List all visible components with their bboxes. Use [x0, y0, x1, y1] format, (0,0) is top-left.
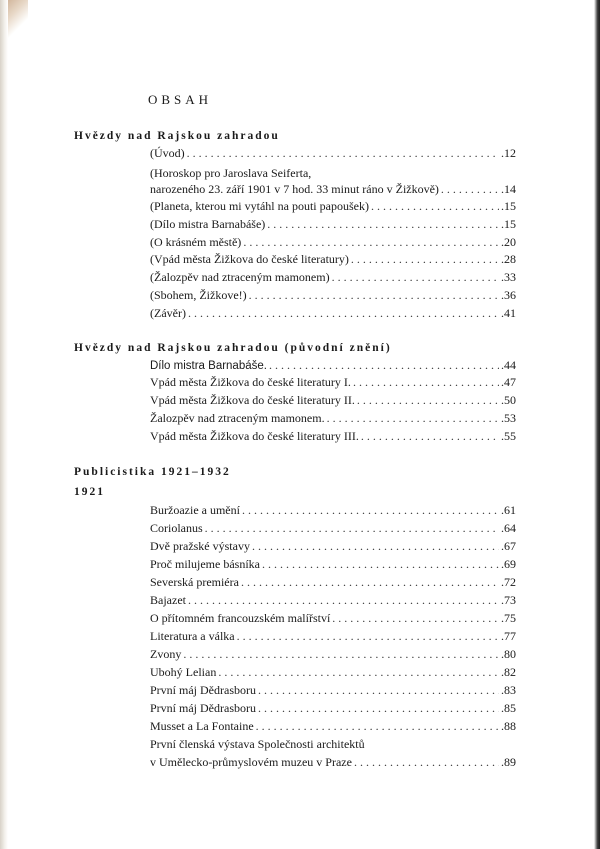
page-number: .14 [501, 182, 516, 196]
page-number: .41 [501, 306, 516, 320]
toc-entry [150, 166, 516, 180]
toc-entry [150, 429, 516, 443]
entry-title: Severská premiéra [150, 575, 239, 589]
entry-title: (Horoskop pro Jaroslava Seiferta, [150, 166, 312, 180]
toc-entry [150, 521, 516, 535]
toc-entry [150, 199, 516, 213]
entry-title: Bajazet [150, 593, 186, 607]
entry-title: narozeného 23. září 1901 v 7 hod. 33 minut ráno v Žižkově) [150, 182, 439, 196]
page-number: .15 [501, 217, 516, 231]
toc-entry [150, 182, 516, 196]
entry-title: Musset a La Fontaine [150, 719, 254, 733]
dot-leader [441, 182, 499, 196]
dot-leader [188, 306, 499, 320]
page-number: .28 [501, 252, 516, 266]
toc-entry [150, 288, 516, 302]
toc-entry [150, 270, 516, 284]
entry-title: (Žalozpěv nad ztraceným mamonem) [150, 270, 330, 284]
page-number: .89 [501, 755, 516, 769]
dot-leader [183, 647, 499, 661]
toc-entry [150, 252, 516, 266]
toc-entry [150, 539, 516, 553]
toc-entry [150, 358, 516, 373]
dot-leader [327, 411, 499, 425]
section-heading: Publicistika 1921–1932 [74, 466, 231, 478]
entry-title: (Dílo mistra Barnabáše) [150, 217, 266, 231]
entry-title: (Závěr) [150, 306, 186, 320]
page-number: .20 [501, 235, 516, 249]
entry-title: Ubohý Lelian [150, 665, 217, 679]
entry-title: Vpád města Žižkova do české literatury I. [150, 375, 351, 389]
page-number: .33 [501, 270, 516, 284]
dot-leader [351, 252, 499, 266]
dot-leader [243, 235, 499, 249]
toc-entry [150, 683, 516, 697]
dot-leader [357, 393, 499, 407]
toc-entry [150, 665, 516, 679]
toc-entry [150, 593, 516, 607]
page-number: .85 [501, 701, 516, 715]
entry-title: Literatura a válka [150, 629, 235, 643]
entry-title: (Sbohem, Žižkove!) [150, 288, 247, 302]
entry-title: Dílo mistra Barnabáše. [150, 360, 267, 372]
page-number: .69 [501, 557, 516, 571]
entry-title: Dvě pražské výstavy [150, 539, 250, 553]
dot-leader [205, 521, 499, 535]
toc-entry [150, 217, 516, 231]
dot-leader [258, 701, 499, 715]
toc-entry [150, 719, 516, 733]
entry-title: Buržoazie a umění [150, 503, 240, 517]
toc-entry [150, 629, 516, 643]
section-heading: Hvězdy nad Rajskou zahradou (původní znění) [74, 342, 392, 354]
dot-leader [361, 429, 499, 443]
toc-entry [150, 375, 516, 389]
page-number: .83 [501, 683, 516, 697]
toc-entry [150, 647, 516, 661]
page-number: .75 [501, 611, 516, 625]
toc-entry [150, 755, 516, 769]
toc-entry [150, 306, 516, 320]
dot-leader [258, 683, 499, 697]
entry-title: Proč milujeme básníka [150, 557, 260, 571]
entry-title: První máj Dědrasboru [150, 683, 256, 697]
page-number: .15 [501, 199, 516, 213]
page-number: .12 [501, 146, 516, 160]
dot-leader [187, 146, 499, 160]
toc-entry [150, 557, 516, 571]
toc-entry [150, 411, 516, 425]
page-number: .67 [501, 539, 516, 553]
toc-entry [150, 575, 516, 589]
page-number: .36 [501, 288, 516, 302]
section-heading: Hvězdy nad Rajskou zahradou [74, 130, 280, 142]
dot-leader [256, 719, 499, 733]
page-number: .77 [501, 629, 516, 643]
dot-leader [353, 375, 499, 389]
dot-leader [267, 217, 499, 231]
toc-entry [150, 737, 516, 751]
page-number: .80 [501, 647, 516, 661]
toc-entry [150, 146, 516, 160]
dot-leader [332, 270, 499, 284]
page-number: .72 [501, 575, 516, 589]
dot-leader [188, 593, 499, 607]
page-number: .88 [501, 719, 516, 733]
entry-title: (Planeta, kterou mi vytáhl na pouti papoušek) [150, 199, 369, 213]
dot-leader [241, 575, 499, 589]
entry-title: (O krásném městě) [150, 235, 242, 249]
toc-entry [150, 503, 516, 517]
page-number: .47 [501, 375, 516, 389]
dot-leader [218, 665, 499, 679]
dot-leader [262, 557, 499, 571]
dot-leader [354, 755, 499, 769]
page-number: .44 [501, 358, 516, 372]
entry-title: Vpád města Žižkova do české literatury III. [150, 429, 359, 443]
dot-leader [249, 288, 499, 302]
entry-title: (Úvod) [150, 146, 185, 160]
entry-title: Žalozpěv nad ztraceným mamonem. [150, 411, 325, 425]
entry-title: Vpád města Žižkova do české literatury II. [150, 393, 355, 407]
page-number: .61 [501, 503, 516, 517]
entry-title: Zvony [150, 647, 182, 661]
dot-leader [237, 629, 499, 643]
page-number: .64 [501, 521, 516, 535]
year-subheading: 1921 [74, 486, 105, 498]
entry-title: První členská výstava Společnosti architektů [150, 737, 365, 751]
page-number: .55 [501, 429, 516, 443]
page-title: OBSAH [148, 92, 213, 107]
entry-title: O přítomném francouzském malířství [150, 611, 331, 625]
toc-entry [150, 611, 516, 625]
entry-title: v Umělecko-průmyslovém muzeu v Praze [150, 755, 352, 769]
toc-entry [150, 393, 516, 407]
entry-title: Coriolanus [150, 521, 203, 535]
page-number: .53 [501, 411, 516, 425]
toc-entry [150, 235, 516, 249]
page-number: .82 [501, 665, 516, 679]
dot-leader [252, 539, 499, 553]
dot-leader [371, 199, 499, 213]
dot-leader [242, 503, 499, 517]
entry-title: První máj Dědrasboru [150, 701, 256, 715]
toc-entry [150, 701, 516, 715]
dot-leader [269, 358, 499, 372]
page-number: .50 [501, 393, 516, 407]
entry-title: (Vpád města Žižkova do české literatury) [150, 252, 349, 266]
dot-leader [332, 611, 499, 625]
page-number: .73 [501, 593, 516, 607]
